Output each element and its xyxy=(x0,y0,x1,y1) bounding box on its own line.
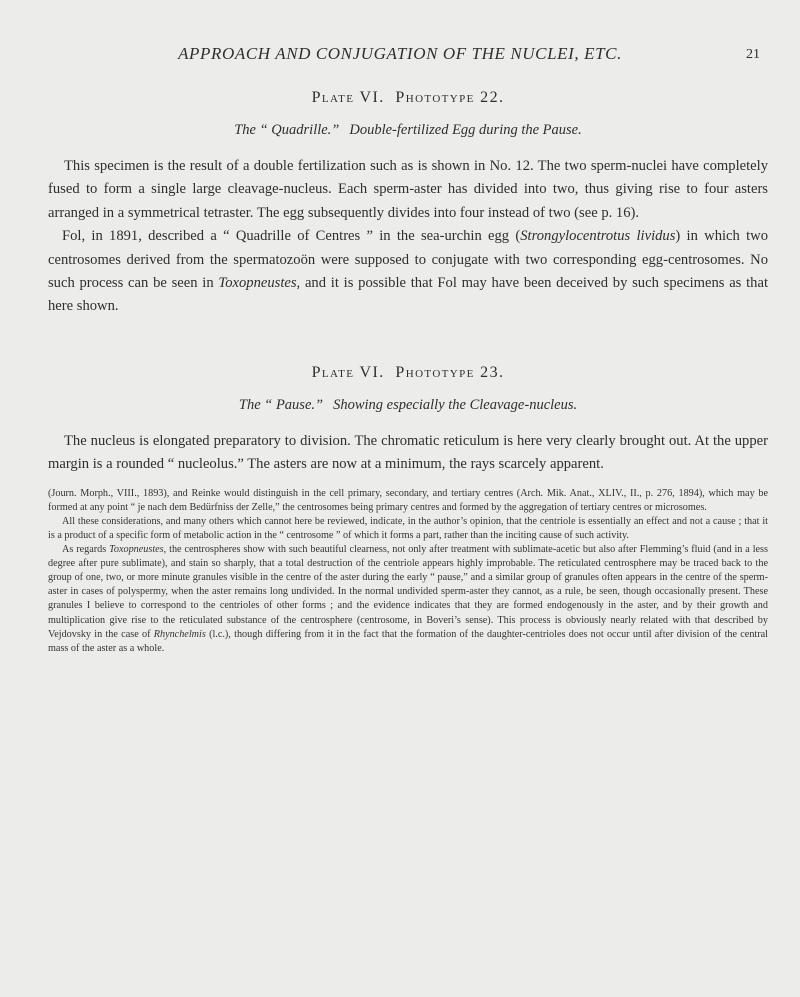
plate-heading-23 xyxy=(48,363,768,383)
genus-name: Toxopneustes xyxy=(109,544,164,556)
plate-heading-22 xyxy=(48,88,768,108)
genus-name: Toxopneustes xyxy=(218,275,297,292)
subtitle-left: The “ Quadrille.” xyxy=(234,122,340,138)
footnote: As regards Toxopneustes, the centrospheres show with such beautiful clearness, not only after treatment with sublimate-acetic but also after Flemming’s fluid (and in a less degree after pure sublimate), and stain so sharply, that a total destruction of the centriole appears highly improbable. The reticulated centrosphere may be traced back to the group of one, two, or more minute granules visible in the centre of the aster during the early “ pause,” and a similar group of granules often appears in the centre of the sperm-aster in cases of polyspermy, when the aster remains long undivided. In the normal undivided sperm-aster they cannot, as a rule, be seen, though occasionally present. These granules I believe to correspond to the centrioles of other forms ; and the evidence indicates that they are formed endogenously in the aster, and by their growth and multiplication give rise to the reticulated substance of the centrosphere (centrosome, in Boveri’s sense). This process is obviously nearly related with that described by Vejdovsky in the case of Rhynchelmis (l.c.), though differing from it in the fact that the formation of the daughter-centrioles does not occur until after division of the central mass of the aster as a whole. xyxy=(48,544,768,654)
subtitle-right: Double-fertilized Egg during the Pause. xyxy=(349,122,582,138)
subtitle-right: Showing especially the Cleavage-nucleus. xyxy=(333,396,578,413)
species-name: Strongylocentrotus lividus xyxy=(520,228,676,245)
phototype-label: Phototype 23. xyxy=(395,363,505,381)
plate-label: Plate VI. xyxy=(311,89,385,106)
footnotes xyxy=(48,487,768,656)
paragraph: The nucleus is elongated preparatory to division. The chromatic reticulum is here very clearly brought out. At the upper margin is a rounded “ nucleolus.” The asters are now at a minimum, the rays scarcely apparent. xyxy=(48,432,768,473)
footnote: (Journ. Morph., VIII., 1893), and Reinke would distinguish in the cell primary, secondary, and tertiary centres (Arch. Mik. Anat., XLIV., II., p. 276, 1894), which may be formed at any point “ je nach dem Bedürfniss der Zelle,” the centrosomes being primary centres and formed by the aggregation of tertiary centres or microsomes. xyxy=(48,487,768,513)
paragraph: Fol, in 1891, described a “ Quadrille of Centres ” in the sea-urchin egg (Strongylocentrotus lividus) in which two centrosomes derived from the spermatozoön were supposed to conjugate with two corresponding egg-centrosomes. No such process can be seen in Toxopneustes, and it is possible that Fol may have been deceived by such specimens as that here shown. xyxy=(48,228,769,315)
phototype-label: Phototype 22. xyxy=(395,89,505,106)
plate-subtitle-23 xyxy=(48,397,768,414)
running-head: APPROACH AND CONJUGATION OF THE NUCLEI, ETC. xyxy=(178,44,622,63)
subtitle-left: The “ Pause.” xyxy=(238,396,324,413)
plate-label: Plate VI. xyxy=(311,363,385,381)
genus-name: Rhynchelmis xyxy=(153,628,206,640)
plate-subtitle-22 xyxy=(48,122,768,139)
paragraph: This specimen is the result of a double fertilization such as is shown in No. 12. The two sperm-nuclei have completely fused to form a single large cleavage-nucleus. Each sperm-aster has divided into two, thus giving rise to four asters arranged in a symmetrical tetraster. The egg subsequently divides into four instead of two (see p. 16). xyxy=(48,158,768,221)
page-body xyxy=(48,88,768,656)
footnote: All these considerations, and many others which cannot here be reviewed, indicate, in the author’s opinion, that the centriole is essentially an effect and not a cause ; that it is a product of a specific form of metabolic action in the “ centrosome ” of which it forms a part, rather than the inciting cause of such activity. xyxy=(48,515,768,541)
page-number: 21 xyxy=(746,47,760,62)
